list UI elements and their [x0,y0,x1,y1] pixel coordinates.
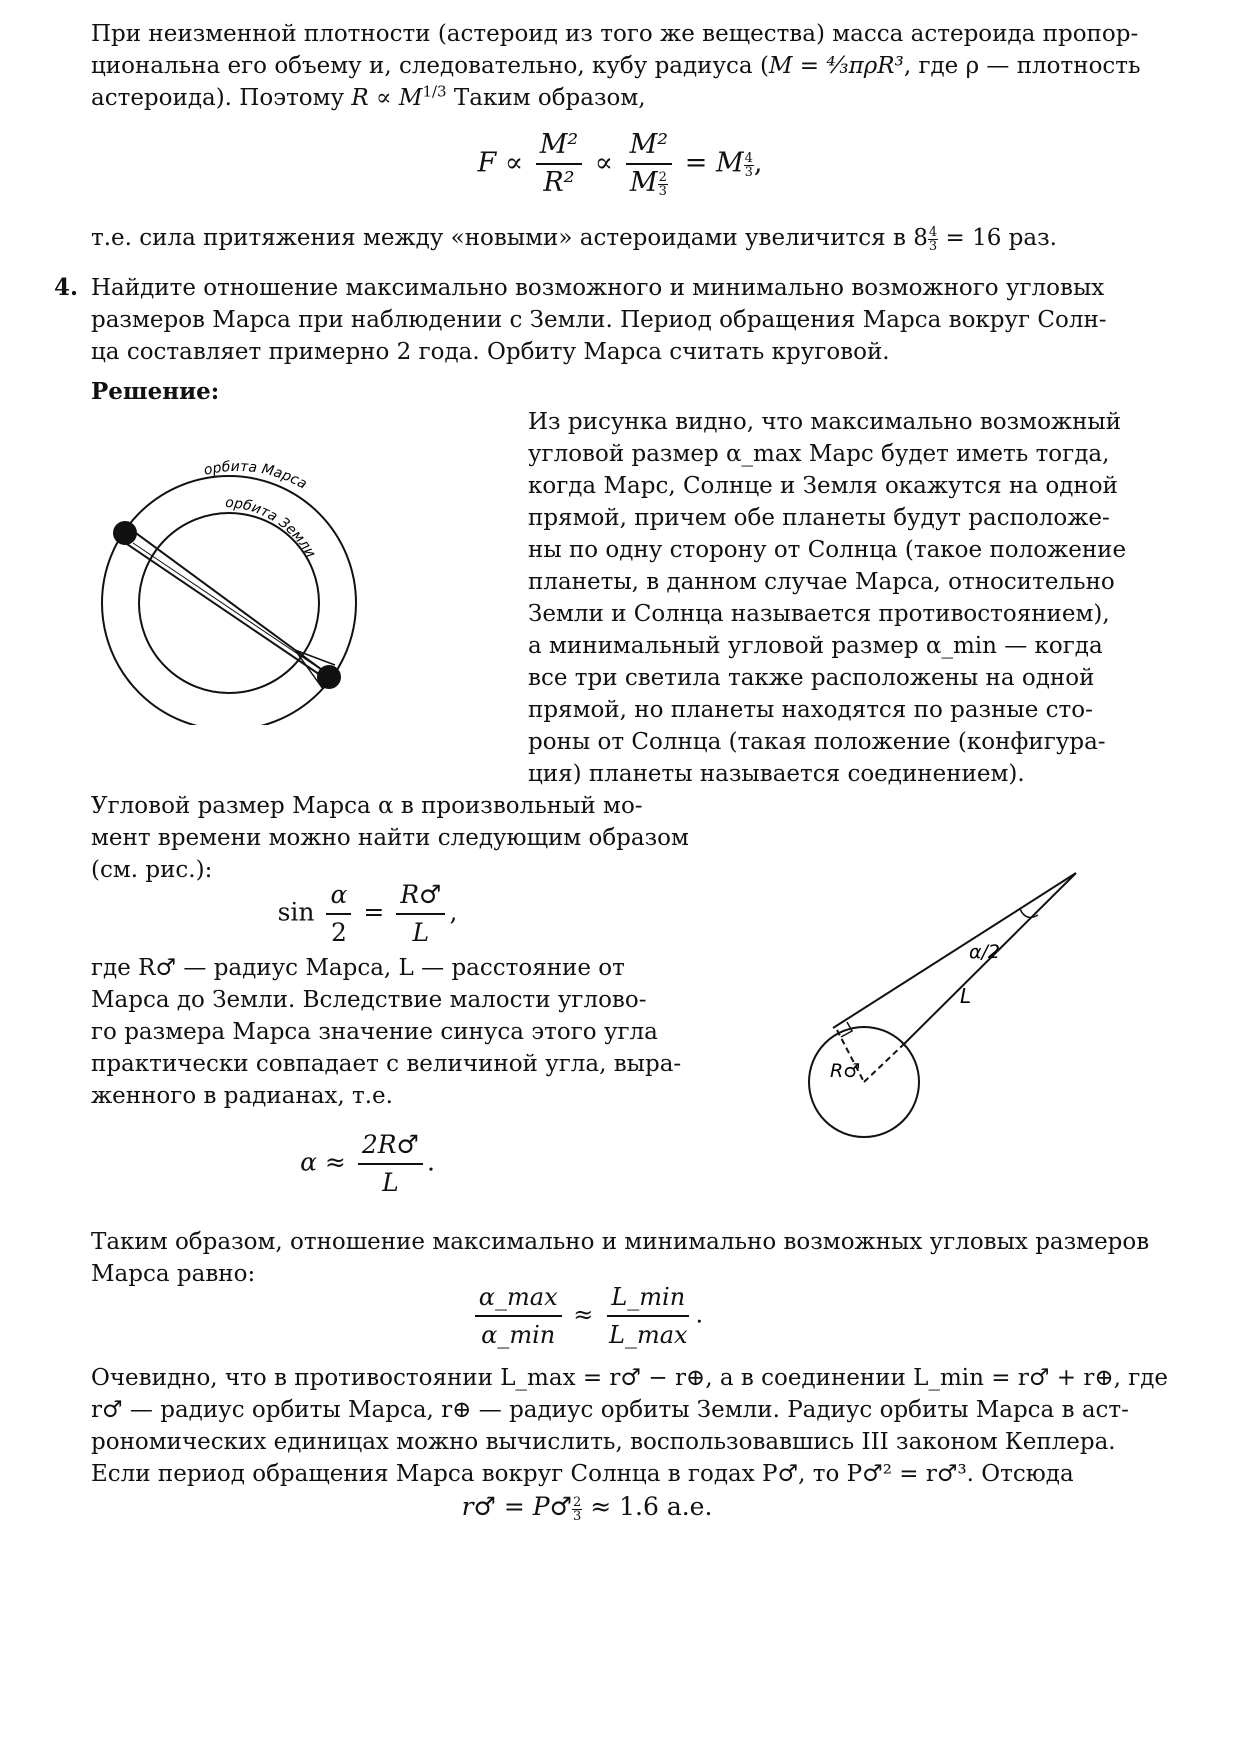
mass-formula: M = ⁴⁄₃πρR³ [768,53,904,79]
problem-number: 4. [54,274,79,301]
orbit-radius-result: r♂ = P♂ $\frac{2}{3}$ ≈ 1.6 а.е. [461,1492,713,1524]
angular-size-diagram [800,860,1100,1150]
earth-orbit-label: орбита Земли [224,494,319,561]
fraction-m2-m23: M² M $\frac{2}{3}$ [626,128,672,200]
left-column-text-b: где R♂ — радиус Марса, L — расстояние от Марса до Земли. Вследствие малости углово- го размера Марса значение синуса этого угла практически совпадает с величиной угла, выра- женного в радианах, т.е. [91,955,682,1109]
orbit-diagram [95,455,365,725]
ratio-paragraph: Таким образом, отношение максимально и минимально возможных угловых размеров Марса равно: [91,1229,1150,1287]
right-column-text: Из рисунка видно, что максимально возможный угловой размер α_max Марс будет иметь тогда, когда Марс, Солнце и Земля окажутся на одной прямой, причем обе планеты будут расположе- ны по одну сторону от Солнца (такое положение планеты, в данном случае Марса, относительно Земли и Солнца называется противостоянием), а минимальный угловой размер α_min — когда все три светила также расположены на одной прямой, но планеты находятся по разные сто- роны от Солнца (такая положение (конфигура- ция) планеты называется соединением). [528,409,1127,787]
solution-heading: Решение: [91,378,220,405]
mars-opposition-icon [113,521,137,545]
radius-label: R♂ [830,1060,861,1082]
intro-line-1: При неизменной плотности (астероид из того же вещества) масса астероида пропор- [91,21,1139,47]
distance-label: L [960,984,972,1008]
alpha-half-label: α/2 [969,941,1001,963]
mars-orbit-label: орбита Марса [202,458,310,493]
force-formula: F ∝ $\frac{\text{M²}}{\text{R²}}$ ∝ M² M $\frac{2}{3}$ = M $\frac{4}{3}$ , [477,129,763,199]
final-paragraph: Очевидно, что в противостоянии L_max = r♂ − r⊕, а в соединении L_min = r♂ + r⊕, где r♂ — радиус орбиты Марса, r⊕ — радиус орбиты Земли. Радиус орбиты Марса в аст- рономических единицах можно вычислить, воспользовавшись III законом Кеплера. Если период обращения Марса вокруг Солнца в годах P♂, то P♂² = r♂³. Отсюда [91,1365,1169,1487]
mars-conjunction-icon [317,665,341,689]
radius-proportion: R ∝ M [351,85,423,111]
fraction-m2-r2: $\frac{\text{M²}}{\text{R²}}$ [536,128,582,200]
intro-line-2: циональна его объему и, следовательно, кубу радиуса (M = ⁴⁄₃πρR³, где ρ — плотность [91,53,1141,79]
intro-paragraph [91,18,1141,114]
conclusion-line: т.е. сила притяжения между «новыми» астероидами увеличится в 8 $\frac{4}{3}$ = 16 раз. [91,225,1057,255]
approx-formula: α ≈ $\frac{2R♂}{L}$ . [300,1130,435,1197]
intro-line-3: астероида). Поэтому $R \propto M^{1/3}$ Таким образом, [91,82,646,111]
problem-statement: Найдите отношение максимально возможного и минимально возможного угловых размеров Марса при наблюдении с Земли. Период обращения Марса вокруг Солн- ца составляет примерно 2 года. Орбиту Марса считать круговой. [91,275,1107,365]
sin-formula: sin $\frac{\alpha}{2}$ = $\frac{R♂}{L}$ , [277,880,458,947]
left-column-text-a: Угловой размер Марса α в произвольный мо- мент времени можно найти следующим образом (см. рис.): [91,793,689,883]
ratio-formula: $\frac{\alpha\_\max}{\alpha\_\min}$ ≈ $\frac{L\_\min}{L\_\max}$ . [91,1280,1083,1352]
